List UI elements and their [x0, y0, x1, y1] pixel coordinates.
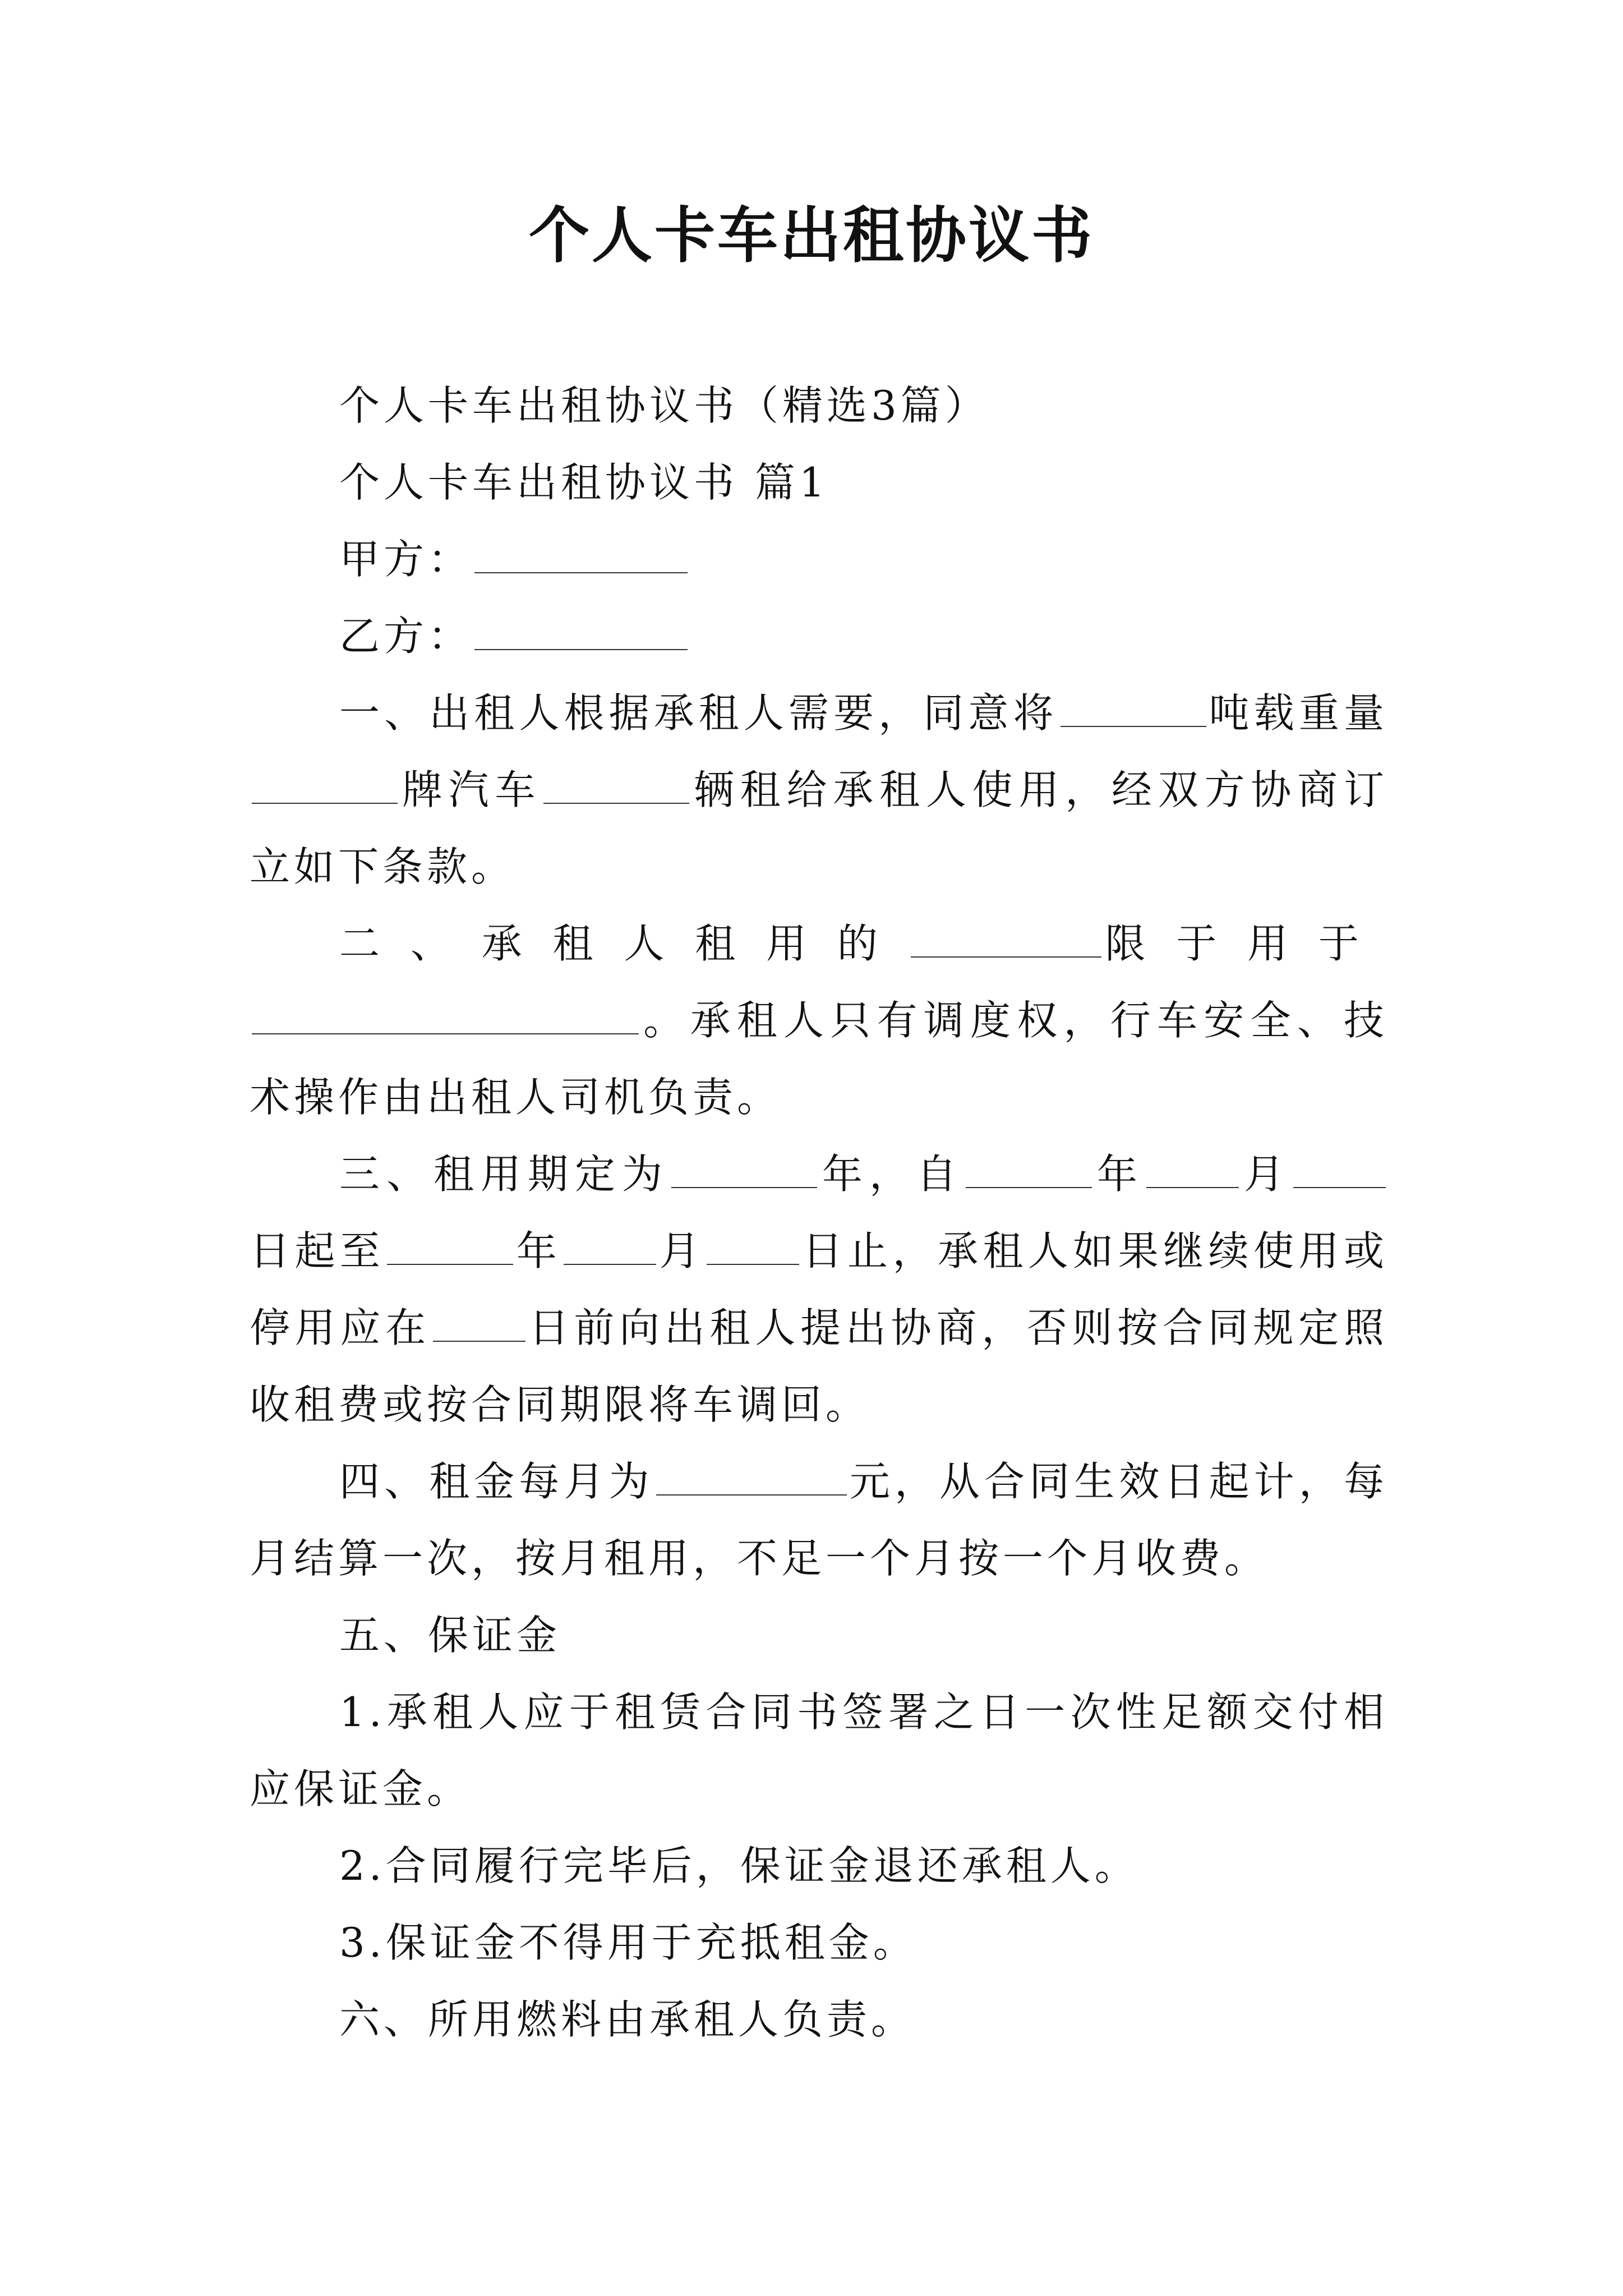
- party-b-label: 乙方：: [339, 613, 473, 660]
- clause-6: 六、所用燃料由承租人负责。: [339, 1996, 916, 2043]
- clause-3-text: 月: [658, 1227, 705, 1274]
- blank-field: [433, 1303, 525, 1342]
- document-body: [250, 367, 1388, 2058]
- clause-1: [250, 675, 1388, 905]
- blank-field: [564, 1226, 656, 1265]
- clause-5-item-1: 1.承租人应于租赁合同书签署之日一次性足额交付相应保证金。: [250, 1688, 1388, 1812]
- blank-field: [966, 1149, 1092, 1188]
- clause-2-text: 。承租人只有调度权，行车安全、技术操作由出租人司机负责。: [250, 997, 1388, 1121]
- blank-field: [387, 1226, 513, 1265]
- clause-5-item-2: 2.合同履行完毕后，保证金退还承租人。: [339, 1842, 1139, 1889]
- blank-field: [671, 1149, 817, 1188]
- party-b-line: [250, 598, 1388, 675]
- clause-3-text: 年: [515, 1227, 562, 1274]
- blank-field: [707, 1226, 799, 1265]
- clause-1-text: 吨载重量: [1208, 689, 1388, 737]
- blank-field: [656, 1456, 847, 1496]
- clause-3-text: 月: [1241, 1151, 1291, 1198]
- clause-2-text: 限于用于: [1103, 920, 1388, 967]
- clause-4-text: 四、租金每月为: [339, 1458, 654, 1505]
- blank-field: [252, 765, 398, 804]
- party-b-blank: [474, 611, 688, 650]
- clause-5-item-3: 3.保证金不得用于充抵租金。: [339, 1919, 917, 1966]
- section-heading: 个人卡车出租协议书 篇1: [339, 459, 829, 506]
- clause-4: [250, 1443, 1388, 1597]
- document-title: 个人卡车出租协议书: [528, 200, 1094, 271]
- clause-3-text: 日止，承租人如果继续使用或停用应在: [250, 1227, 1388, 1351]
- blank-field: [911, 918, 1101, 958]
- party-a-blank: [474, 534, 688, 573]
- clause-4-text: 元，从合同生效日起计，每月结算一次，按月租用，不足一个月按一个月收费。: [250, 1458, 1388, 1582]
- clause-5-heading: 五、保证金: [339, 1612, 561, 1659]
- blank-field: [543, 765, 689, 804]
- clause-3-text: 日起至: [250, 1227, 385, 1274]
- clause-2-text: 二、承租人租用的: [339, 920, 909, 967]
- subtitle: 个人卡车出租协议书（精选3篇）: [339, 382, 989, 429]
- blank-field: [252, 995, 639, 1034]
- clause-3-text: 三、租用期定为: [339, 1151, 669, 1198]
- clause-3-text: 日前向出租人提出协商，否则按合同规定照收租费或按合同期限将车调回。: [250, 1304, 1388, 1428]
- clause-2: [250, 905, 1388, 1136]
- clause-1-text: 一、出租人根据承租人需要，同意将: [339, 689, 1058, 737]
- blank-field: [1061, 688, 1206, 727]
- blank-field: [1293, 1149, 1386, 1188]
- blank-field: [1146, 1149, 1239, 1188]
- clause-1-text: 辆租给承租人使用，经双方协商订立如下条款。: [250, 766, 1388, 890]
- clause-1-text: 牌汽车: [400, 766, 542, 813]
- party-a-label: 甲方：: [339, 536, 473, 583]
- clause-3-text: 年: [1094, 1151, 1144, 1198]
- party-a-line: [250, 521, 1388, 598]
- clause-3: [250, 1136, 1388, 1443]
- clause-3-text: 年，自: [819, 1151, 963, 1198]
